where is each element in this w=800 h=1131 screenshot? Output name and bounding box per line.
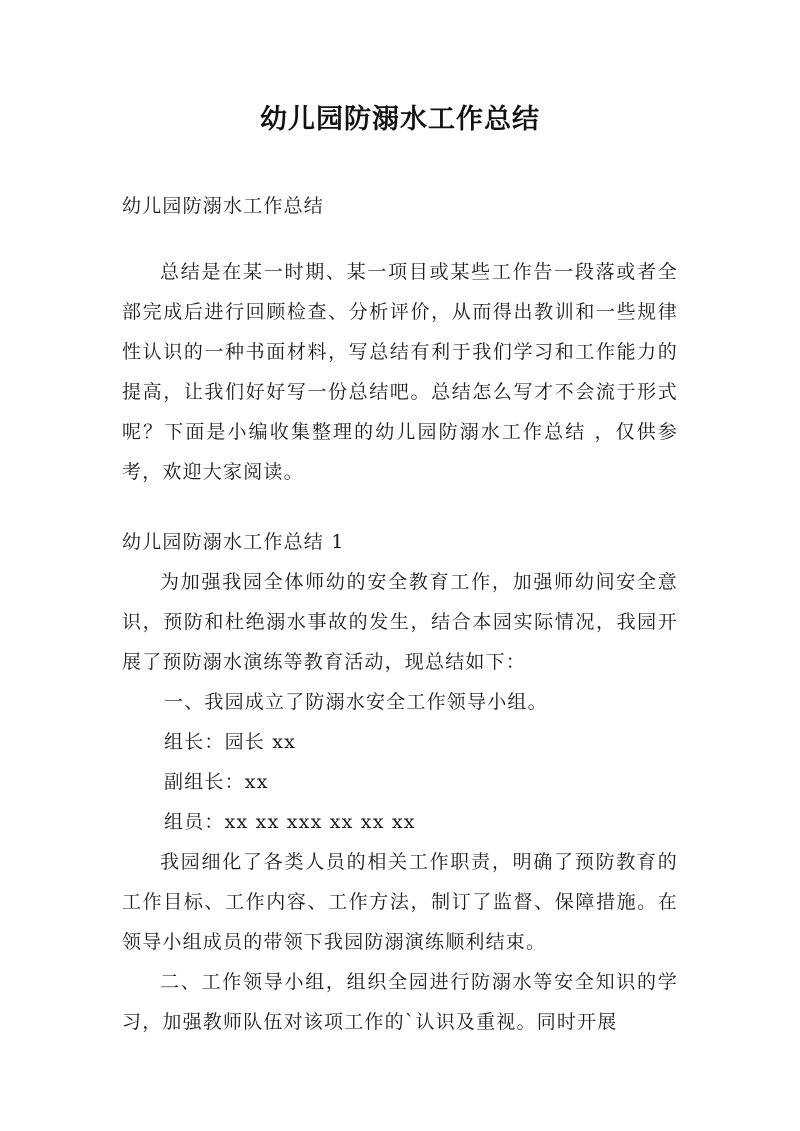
section-1-body (122, 562, 678, 1042)
section-1-item-1: 一、我园成立了防溺水安全工作领导小组。 (164, 691, 548, 713)
section-1-paragraph-1: 为加强我园全体师幼的安全教育工作，加强师幼间安全意识，预防和杜绝溺水事故的发生，结合本园实际情况，我园开展了预防溺水演练等教育活动，现总结如下： (122, 571, 678, 673)
intro-paragraph: 总结是在某一时期、某一项目或某些工作告一段落或者全部完成后进行回顾检查、分析评价，从而得出教训和一些规律性认识的一种书面材料，写总结有利于我们学习和工作能力的提高，让我们好好写一份总结吧。总结怎么写才不会流于形式呢？下面是小编收集整理的幼儿园防溺水工作总结 ，仅供参考，欢迎大家阅读。 (122, 261, 678, 483)
leader-line: 组长：园长 xx (164, 731, 297, 753)
section-heading-1: 幼儿园防溺水工作总结 1 (122, 531, 345, 553)
section-1-paragraph-2: 我园细化了各类人员的相关工作职责，明确了预防教育的工作目标、工作内容、工作方法，制订了监督、保障措施。在领导小组成员的带领下我园防溺演练顺利结束。 (122, 851, 678, 953)
members-line: 组员：xx xx xxx xx xx xx (164, 811, 416, 833)
document-subtitle: 幼儿园防溺水工作总结 (122, 195, 325, 217)
deputy-leader-line: 副组长：xx (164, 771, 269, 793)
section-1-paragraph-3: 二、工作领导小组，组织全园进行防溺水等安全知识的学习，加强教师队伍对该项工作的`认识及重视。同时开展 (122, 971, 678, 1033)
document-title: 幼儿园防溺水工作总结 (260, 104, 540, 135)
